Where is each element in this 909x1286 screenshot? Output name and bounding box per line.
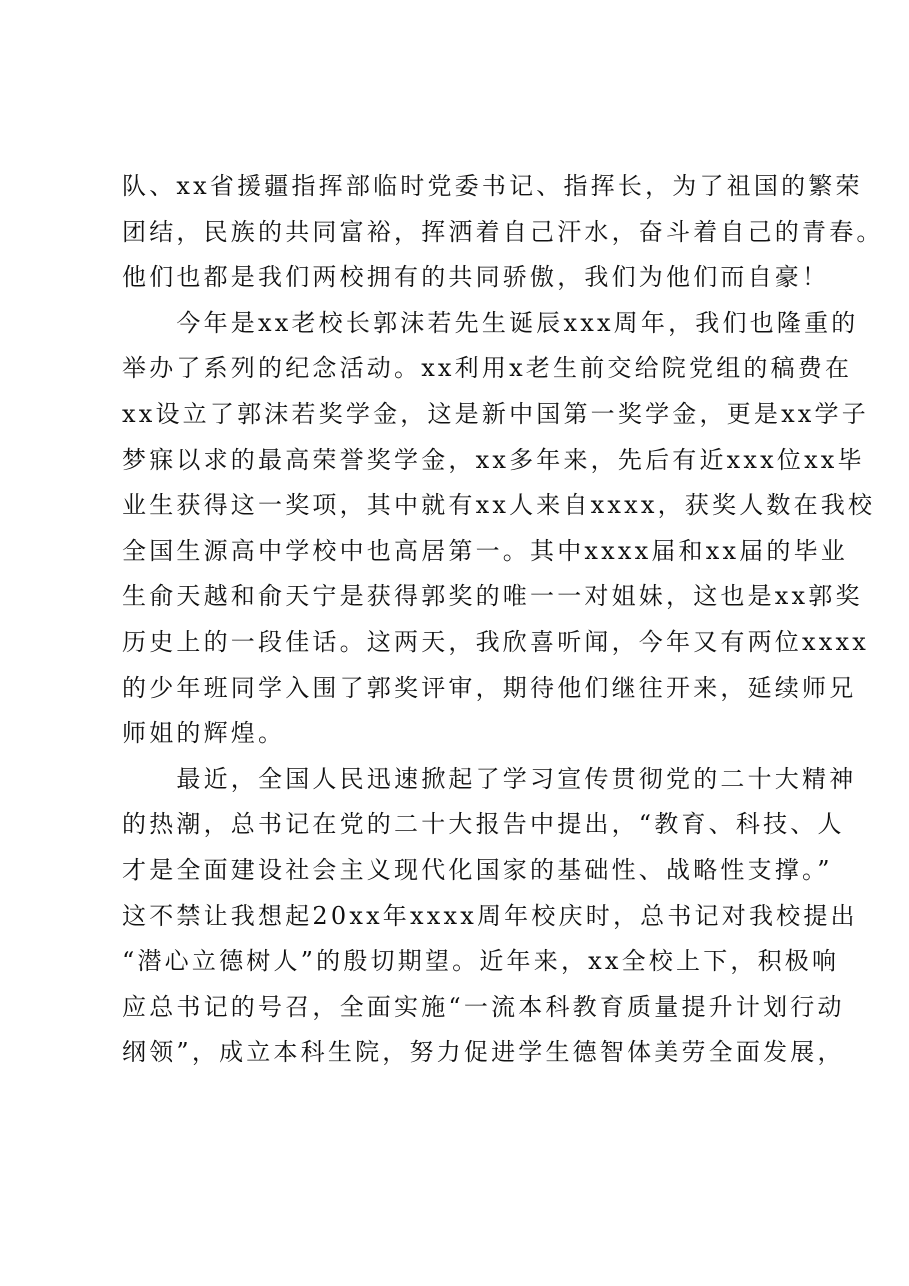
text-line: 团结，民族的共同富裕，挥洒着自己汗水，奋斗着自己的青春。 <box>122 217 884 246</box>
text-line: 生俞天越和俞天宁是获得郭奖的唯一一对姐妹，这也是xx郭奖 <box>122 582 863 611</box>
text-line: 的少年班同学入围了郭奖评审，期待他们继往开来，延续师兄 <box>122 673 857 702</box>
text-line: “潜心立德树人”的殷切期望。近年来，xx全校上下，积极响 <box>122 947 840 976</box>
text-line: 师姐的辉煌。 <box>122 719 286 748</box>
text-line: 纲领”，成立本科生院，努力促进学生德智体美劳全面发展， <box>122 1038 845 1067</box>
text-line: 最近，全国人民迅速掀起了学习宣传贯彻党的二十大精神 <box>122 764 857 793</box>
text-line: xx设立了郭沫若奖学金，这是新中国第一奖学金，更是xx学子 <box>122 399 869 428</box>
text-line: 队、xx省援疆指挥部临时党委书记、指挥长，为了祖国的繁荣 <box>122 172 863 200</box>
text-line: 的热潮，总书记在党的二十大报告中提出，“教育、科技、人 <box>122 810 845 839</box>
text-line: 业生获得这一奖项，其中就有xx人来自xxxx，获奖人数在我校 <box>122 491 876 520</box>
text-line: 今年是xx老校长郭沫若先生诞辰xxx周年，我们也隆重的 <box>122 308 859 337</box>
text-line: 才是全面建设社会主义现代化国家的基础性、战略性支撑。” <box>122 855 833 884</box>
text-line: 这不禁让我想起20xx年xxxx周年校庆时，总书记对我校提出 <box>122 901 858 930</box>
text-line: 他们也都是我们两校拥有的共同骄傲，我们为他们而自豪！ <box>122 263 830 292</box>
text-line: 历史上的一段佳话。这两天，我欣喜听闻，今年又有两位xxxx <box>122 627 869 656</box>
text-line: 全国生源高中学校中也高居第一。其中xxxx届和xx届的毕业 <box>122 536 849 565</box>
text-line: 梦寐以求的最高荣誉奖学金，xx多年来，先后有近xxx位xx毕 <box>122 445 865 474</box>
document-body <box>122 164 884 1076</box>
text-line: 应总书记的号召，全面实施“一流本科教育质量提升计划行动 <box>122 992 845 1021</box>
text-line: 举办了系列的纪念活动。xx利用x老生前交给院党组的稿费在 <box>122 354 853 383</box>
